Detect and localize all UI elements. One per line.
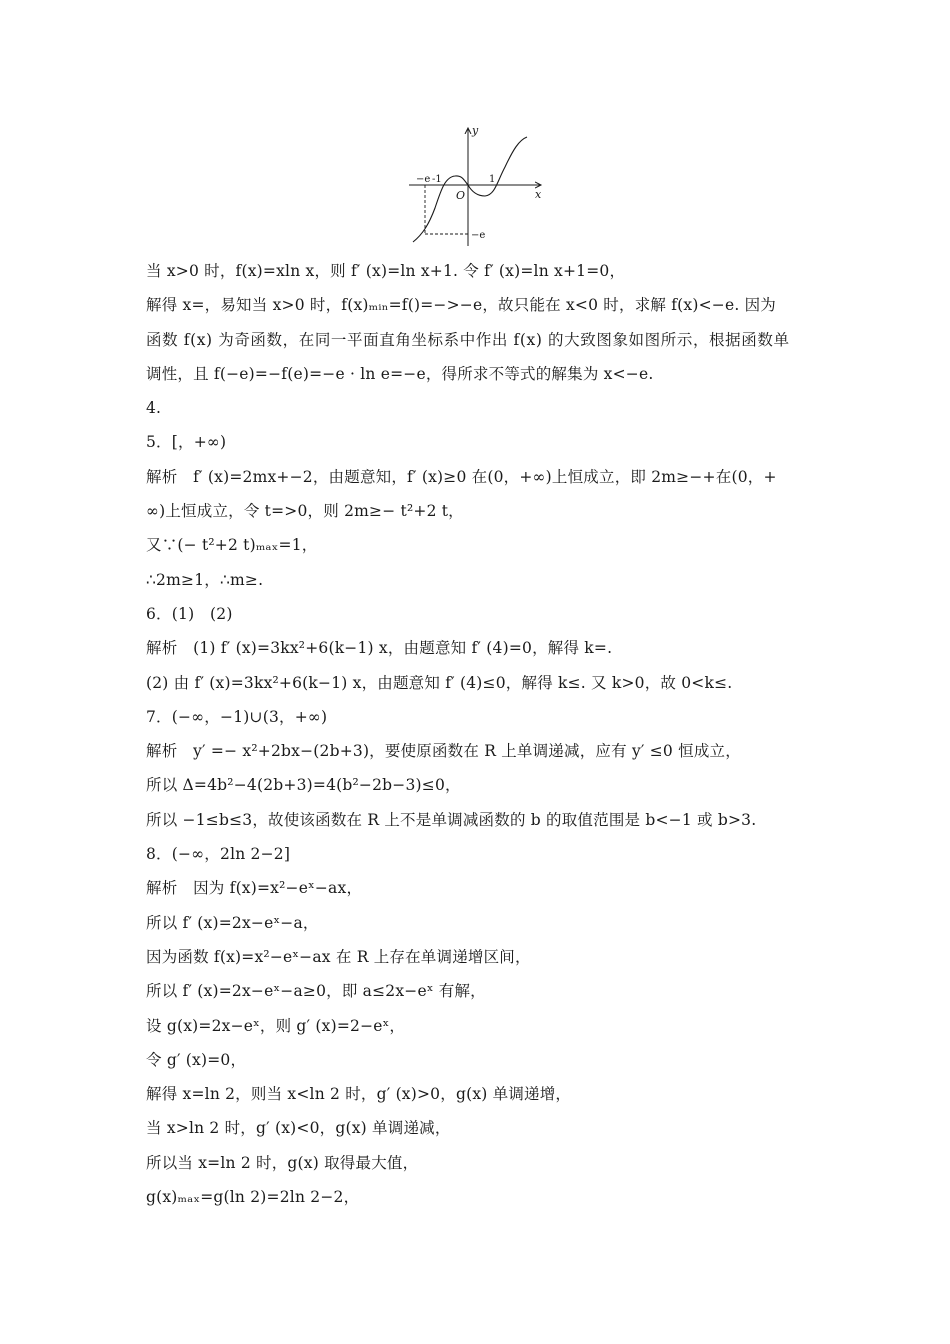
text-line: 解析 y′ =− x²+2bx−(2b+3)，要使原函数在 R 上单调递减，应有 y′ ≤0 恒成立， (146, 742, 741, 761)
text-line: (2) 由 f′ (x)=3kx²+6(k−1) x，由题意知 f′ (4)≤0，解得 k≤. 又 k>0，故 0<k≤. (146, 673, 733, 692)
text-line: 5．[，+∞) (146, 433, 227, 452)
function-curve (413, 137, 527, 242)
text-line: 解得 x=，易知当 x>0 时，f(x)ₘᵢₙ=f()=−>−e，故只能在 x<0 时，求解 f(x)<−e. 因为 (146, 296, 776, 315)
text-line: ∞)上恒成立，令 t=>0，则 2m≥− t²+2 t， (146, 502, 464, 521)
text-line: 8．(−∞，2ln 2−2] (146, 845, 291, 864)
solution-text (146, 254, 836, 1214)
text-line: 又∵(− t²+2 t)ₘₐₓ=1， (146, 536, 318, 555)
one-tick-label: 1 (489, 174, 496, 185)
y-axis-label: y (472, 124, 479, 137)
text-line: 函数 f(x) 为奇函数，在同一平面直角坐标系中作出 f(x) 的大致图象如图所示，根据函数单 (146, 330, 790, 349)
text-line: 设 g(x)=2x−eˣ，则 g′ (x)=2−eˣ， (146, 1016, 406, 1035)
text-line: 调性，且 f(−e)=−f(e)=−e · ln e=−e，得所求不等式的解集为 x<−e. (146, 364, 654, 383)
text-line: 6．(1) (2) (146, 604, 233, 623)
text-line: 解析 因为 f(x)=x²−eˣ−ax， (146, 879, 363, 898)
text-line: 解得 x=ln 2，则当 x<ln 2 时，g′ (x)>0，g(x) 单调递增， (146, 1085, 572, 1104)
text-line: 令 g′ (x)=0， (146, 1050, 247, 1069)
text-line: 当 x>ln 2 时，g′ (x)<0，g(x) 单调递减， (146, 1119, 451, 1138)
text-line: 所以 f′ (x)=2x−eˣ−a， (146, 913, 319, 932)
text-line: 解析 (1) f′ (x)=3kx²+6(k−1) x，由题意知 f′ (4)=0，解得 k=. (146, 639, 613, 658)
neg-one-tick-label: -1 (432, 174, 442, 185)
text-line: 所以 f′ (x)=2x−eˣ−a≥0，即 a≤2x−eˣ 有解， (146, 982, 486, 1001)
text-line: 因为函数 f(x)=x²−eˣ−ax 在 R 上存在单调递增区间， (146, 947, 531, 966)
x-axis-label: x (535, 188, 542, 201)
origin-label: O (456, 189, 466, 202)
graph-svg (405, 122, 547, 246)
text-line: g(x)ₘₐₓ=g(ln 2)=2ln 2−2， (146, 1188, 360, 1207)
text-line: 解析 f′ (x)=2mx+−2，由题意知，f′ (x)≥0 在(0，+∞)上恒成立，即 2m≥−+在(0，+ (146, 467, 777, 486)
function-graph-figure (405, 122, 547, 246)
text-line: 7．(−∞，−1)∪(3，+∞) (146, 707, 328, 726)
neg-e-tick-label: −e (416, 174, 431, 185)
text-line: 当 x>0 时，f(x)=xln x，则 f′ (x)=ln x+1. 令 f′ (x)=ln x+1=0， (146, 262, 626, 280)
text-line: 所以 Δ=4b²−4(2b+3)=4(b²−2b−3)≤0， (146, 776, 461, 795)
text-line: 所以 −1≤b≤3，故使该函数在 R 上不是单调减函数的 b 的取值范围是 b<−1 或 b>3. (146, 810, 757, 829)
neg-e-y-label: −e (471, 230, 486, 241)
text-line: 4. (146, 399, 162, 418)
text-line: 所以当 x=ln 2 时，g(x) 取得最大值， (146, 1153, 419, 1172)
text-line: ∴2m≥1，∴m≥. (146, 570, 264, 589)
